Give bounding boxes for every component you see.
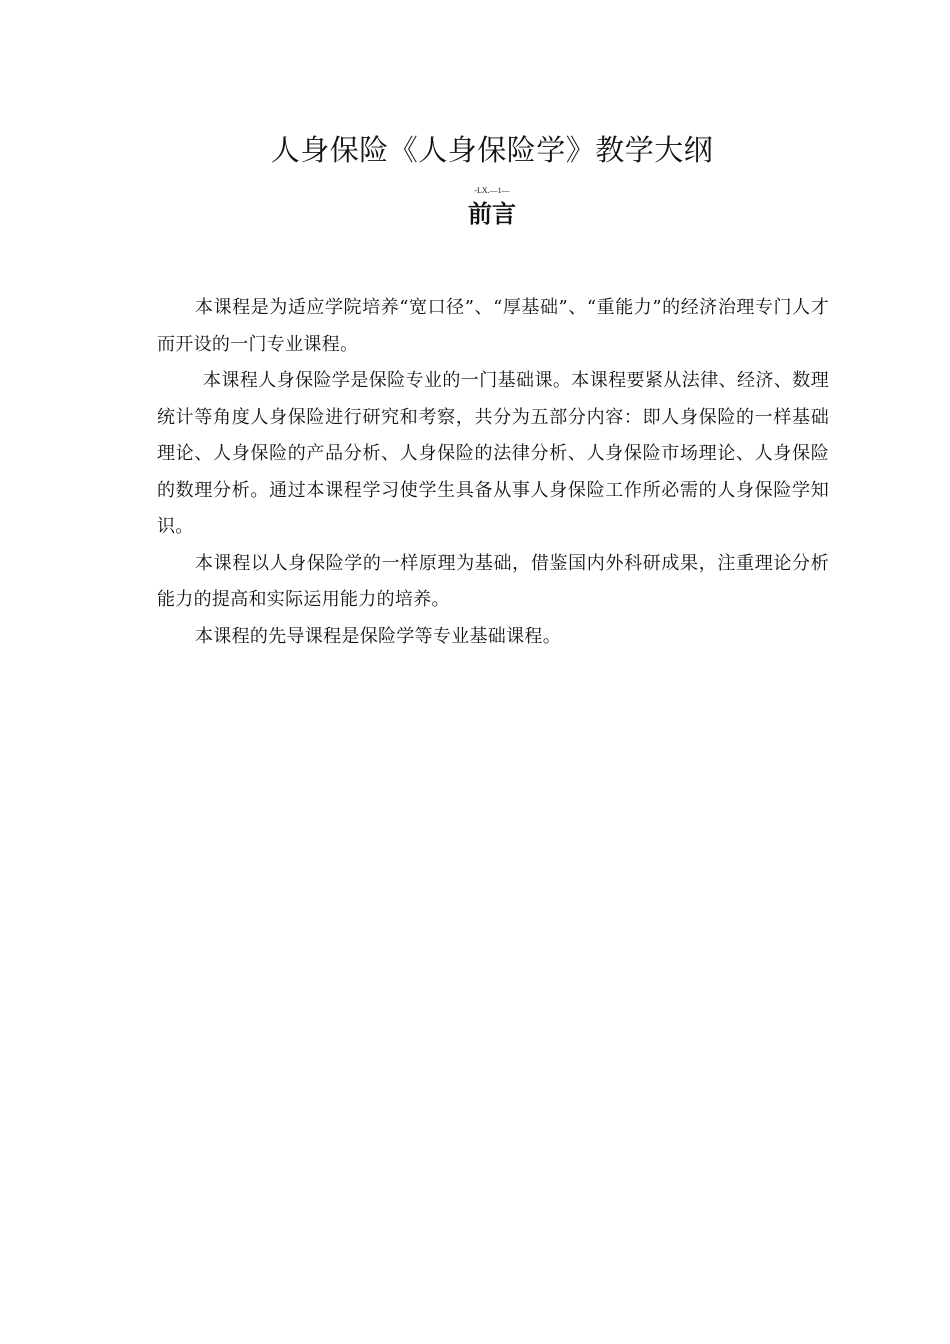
section-heading-preface: 前言 bbox=[468, 200, 516, 228]
body-text bbox=[157, 290, 829, 655]
paragraph: 本课程人身保险学是保险专业的一门基础课。本课程要紧从法律、经济、数理统计等角度人身保险进行研究和考察，共分为五部分内容：即人身保险的一样基础理论、人身保险的产品分析、人身保险的法律分析、人身保险市场理论、人身保险的数理分析。通过本课程学习使学生具备从事人身保险工作所必需的人身保险学知识。 bbox=[157, 370, 829, 537]
paragraph: 本课程以人身保险学的一样原理为基础，借鉴国内外科研成果，注重理论分析能力的提高和实际运用能力的培养。 bbox=[157, 552, 829, 610]
page-mark: -LX.—1— bbox=[474, 186, 510, 195]
paragraph: 本课程的先导课程是保险学等专业基础课程。 bbox=[195, 625, 561, 647]
document-title: 人身保险《人身保险学》教学大纲 bbox=[270, 133, 714, 167]
paragraph: 本课程是为适应学院培养“宽口径”、“厚基础”、“重能力”的经济治理专门人才而开设的一门专业课程。 bbox=[157, 297, 829, 355]
